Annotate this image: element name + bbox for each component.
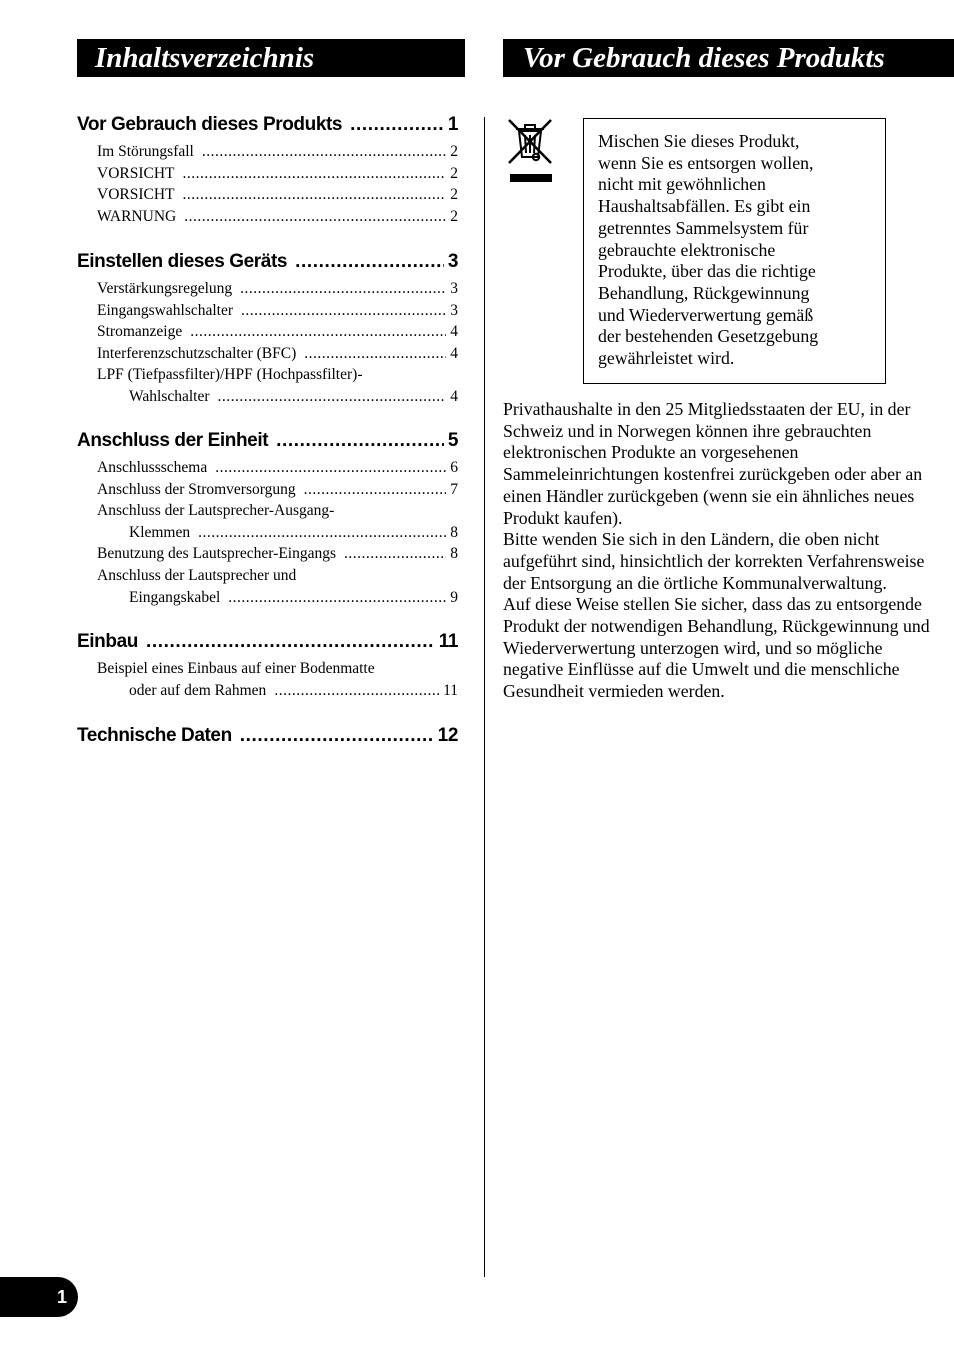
toc-heading[interactable]: Technische Daten ..... 12	[77, 724, 458, 748]
toc-entry-continuation[interactable]: Wahlschalter ..... 4	[77, 386, 458, 408]
toc-entry-continuation[interactable]: Eingangskabel ..... 9	[77, 587, 458, 609]
toc-section	[77, 250, 458, 408]
toc-entry[interactable]: Im Störungsfall ..... 2	[77, 141, 458, 163]
toc-heading[interactable]: Anschluss der Einheit ..... 5	[77, 429, 458, 453]
toc-heading[interactable]: Vor Gebrauch dieses Produkts ..... 1	[77, 113, 458, 137]
column-divider	[484, 117, 485, 1277]
toc-entry[interactable]: VORSICHT ..... 2	[77, 184, 458, 206]
notice-line: und Wiederverwertung gemäß	[598, 304, 814, 325]
toc-entry[interactable]: WARNUNG ..... 2	[77, 206, 458, 228]
toc-entry[interactable]: LPF (Tiefpassfilter)/HPF (Hochpassfilter)-	[97, 366, 363, 384]
toc-entry[interactable]: VORSICHT ..... 2	[77, 163, 458, 185]
notice-line: nicht mit gewöhnlichen	[598, 174, 766, 195]
toc-entry[interactable]: Stromanzeige ..... 4	[77, 321, 458, 343]
notice-line: der bestehenden Gesetzgebung	[598, 326, 819, 347]
toc-header: Inhaltsverzeichnis	[77, 39, 465, 77]
disposal-info-text	[503, 399, 933, 703]
paragraph: Bitte wenden Sie sich in den Ländern, die oben nicht aufgeführt sind, hinsichtlich der korrekten Verfahrensweise der Entsorgung an die örtliche Kommunalverwaltung.	[503, 529, 925, 593]
toc-entry[interactable]: Anschluss der Lautsprecher und	[97, 566, 297, 584]
toc-heading[interactable]: Einbau ..... 11	[77, 630, 458, 654]
section-header: Vor Gebrauch dieses Produkts	[503, 39, 954, 77]
page-number-badge	[0, 1277, 78, 1317]
toc-entry-continuation[interactable]: Klemmen ..... 8	[77, 522, 458, 544]
toc-entry[interactable]: Verstärkungsregelung ..... 3	[77, 278, 458, 300]
disposal-notice-box	[583, 118, 886, 384]
toc-entry[interactable]: Benutzung des Lautsprecher-Eingangs ..... 8	[77, 543, 458, 565]
toc-entry[interactable]: Beispiel eines Einbaus auf einer Bodenmatte	[97, 660, 375, 677]
notice-line: wenn Sie es entsorgen wollen,	[598, 152, 814, 173]
notice-line: Mischen Sie dieses Produkt,	[598, 131, 800, 151]
notice-line: Haushaltsabfällen. Es gibt ein	[598, 196, 811, 217]
toc-entry[interactable]: Eingangswahlschalter ..... 3	[77, 300, 458, 322]
notice-line: Produkte, über das die richtige	[598, 261, 816, 282]
toc-entry-continuation[interactable]: oder auf dem Rahmen ..... 11	[77, 680, 458, 702]
notice-line: Behandlung, Rückgewinnung	[598, 282, 810, 303]
toc-section	[77, 724, 458, 748]
toc-heading[interactable]: Einstellen dieses Geräts ..... 3	[77, 250, 458, 274]
toc-section	[77, 630, 458, 701]
toc-entry[interactable]: Anschluss der Lautsprecher-Ausgang-	[97, 502, 335, 520]
page-number: 1	[56, 1286, 67, 1307]
notice-line: gebrauchte elektronische	[598, 239, 776, 260]
toc-section	[77, 429, 458, 608]
toc-entry[interactable]: Anschluss der Stromversorgung ..... 7	[77, 479, 458, 501]
crossed-out-wheelie-bin-icon	[505, 117, 555, 183]
toc-entry[interactable]: Interferenzschutzschalter (BFC) ..... 4	[77, 343, 458, 365]
paragraph: Privathaushalte in den 25 Mitgliedsstaaten der EU, in der Schweiz und in Norwegen können ihre gebrauchten elektronischen Produkte an vorgesehenen Sammeleinrichtungen kostenfrei zurückgeben oder aber an einen Händler zurückgeben (wenn sie ein ähnliches neues Produkt kaufen).	[503, 399, 923, 528]
notice-line: gewährleistet wird.	[598, 348, 735, 369]
notice-line: getrenntes Sammelsystem für	[598, 217, 809, 238]
paragraph: Auf diese Weise stellen Sie sicher, dass das zu entsorgende Produkt der notwendigen Behandlung, Rückgewinnung und Wiederverwertung unterzogen wird, und so mögliche negative Einflüsse auf die Umwelt und die menschliche Gesundheit vermieden werden.	[503, 594, 930, 702]
toc-section	[77, 113, 458, 227]
toc-entry[interactable]: Anschlussschema ..... 6	[77, 457, 458, 479]
